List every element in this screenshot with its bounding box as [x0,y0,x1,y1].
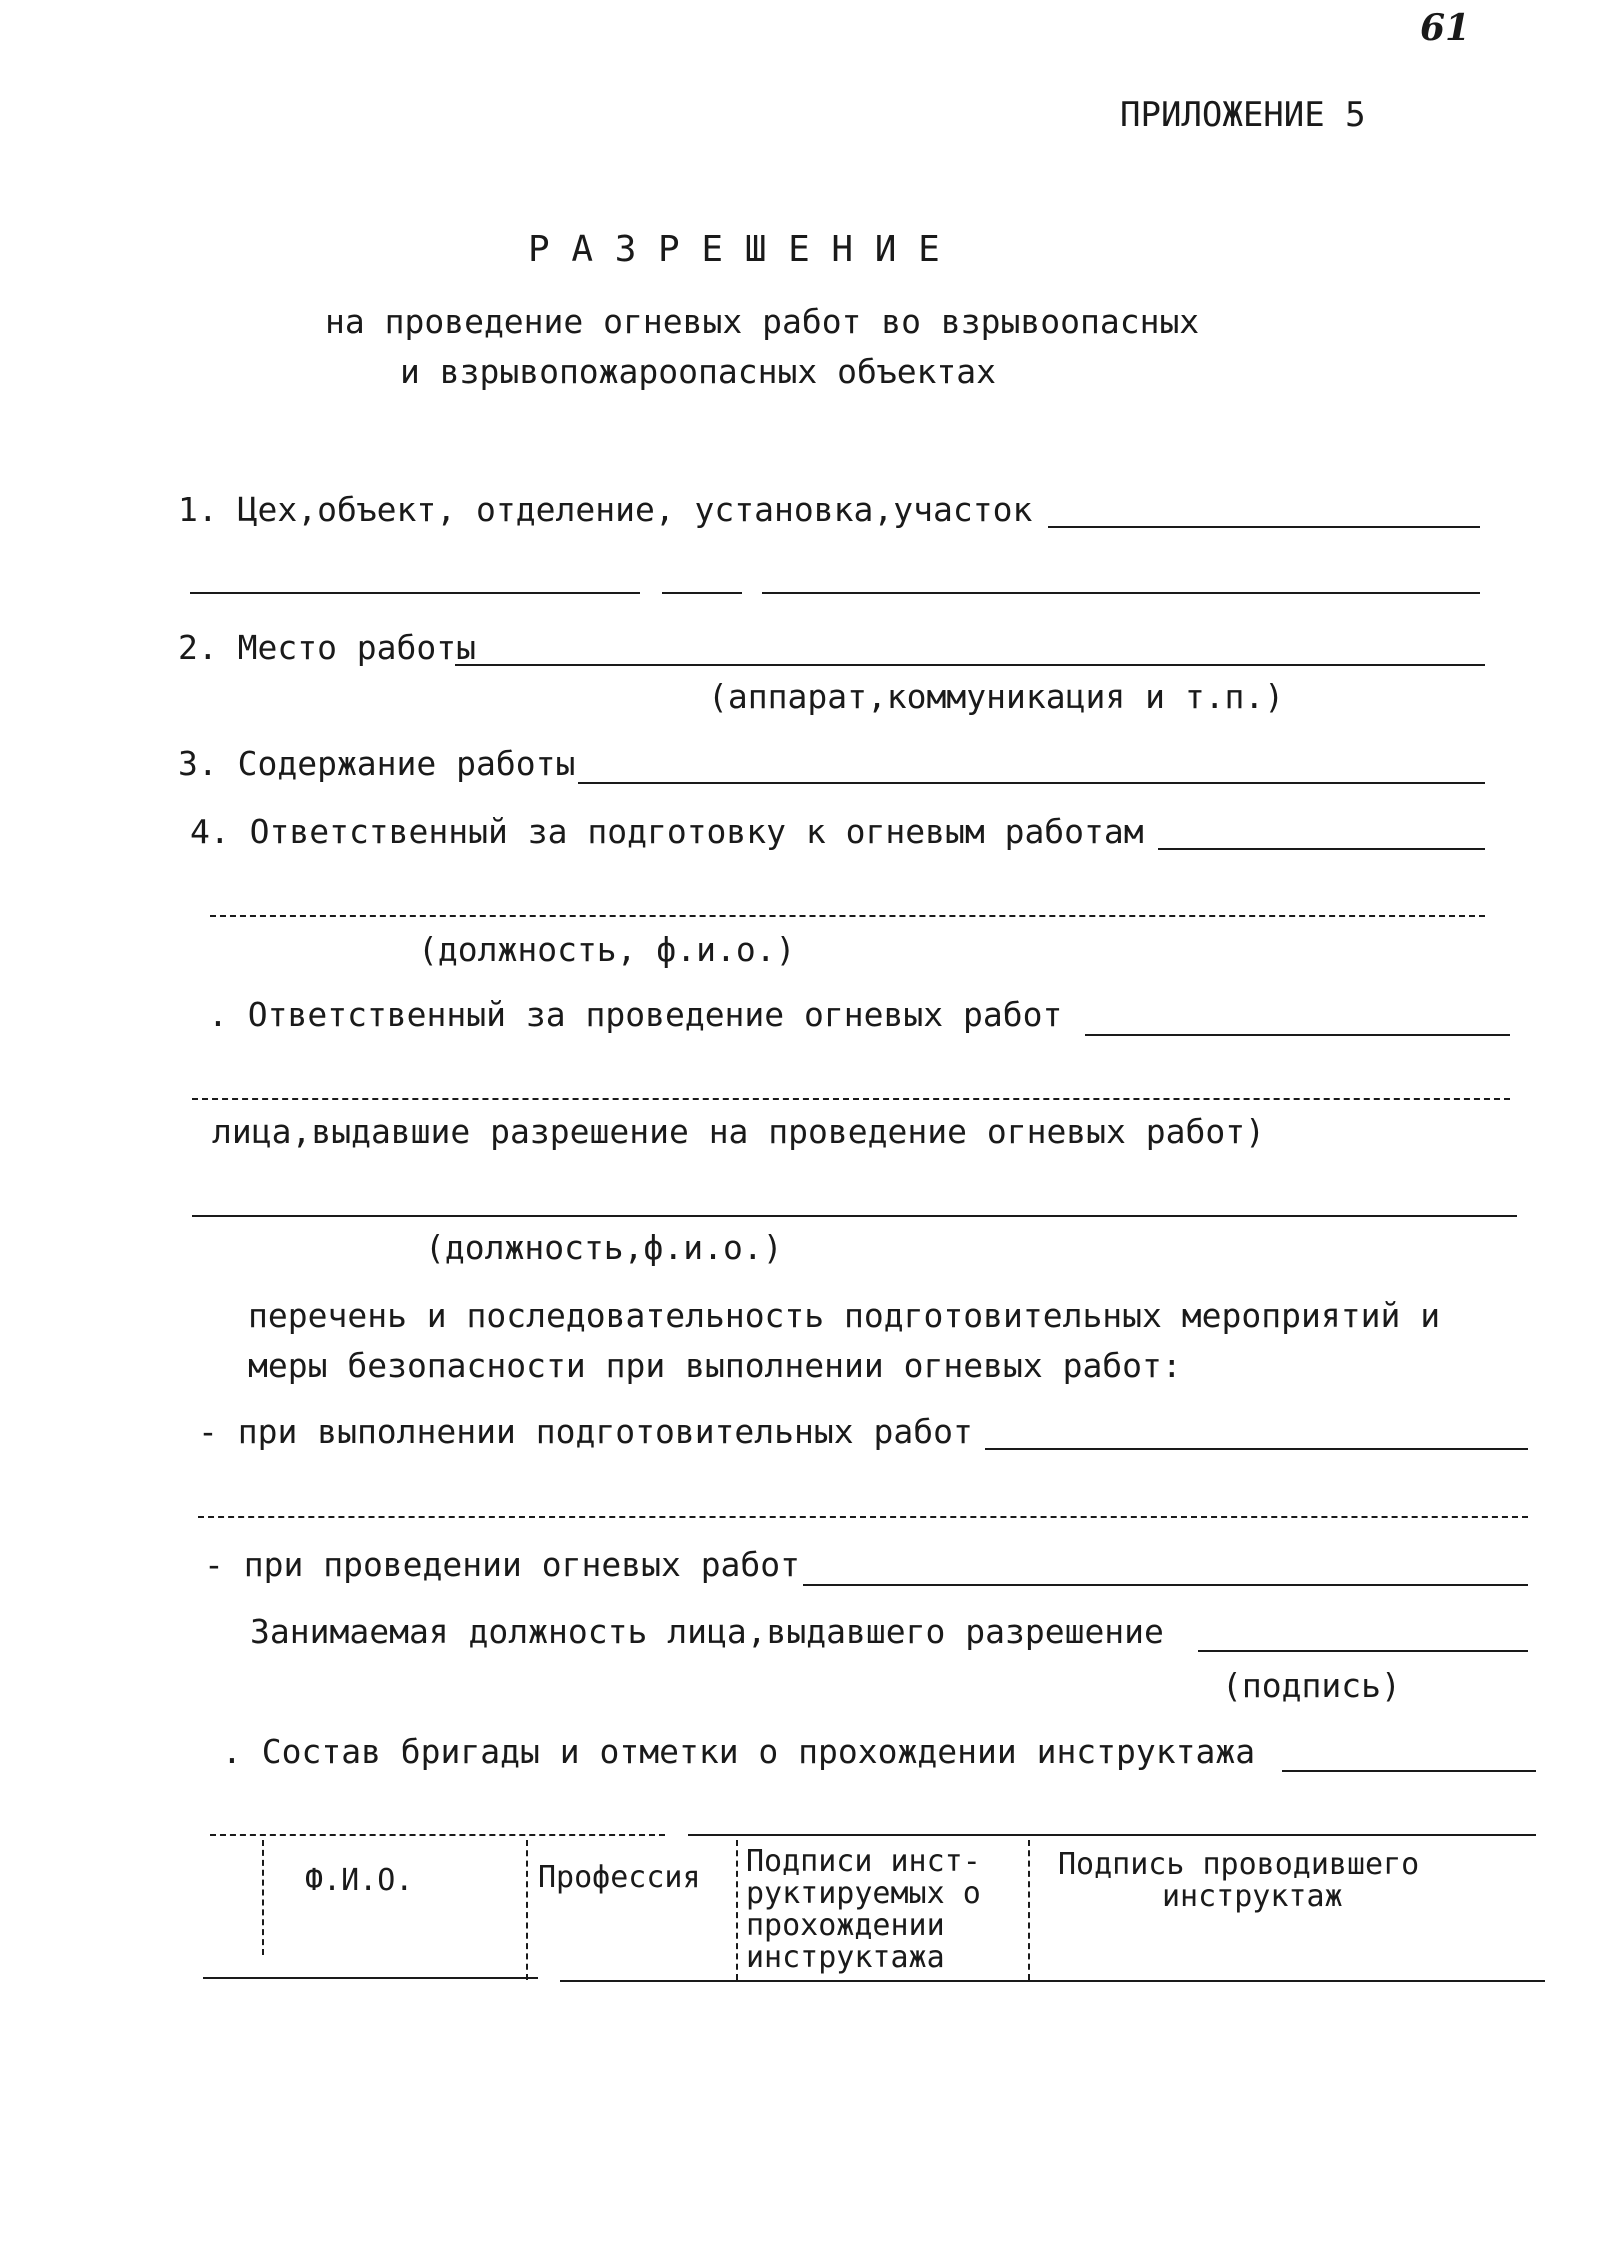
item-issuer-position-label: Занимаемая должность лица,выдавшего разрешение [250,1612,1164,1651]
item-work-responsible-label: . Ответственный за проведение огневых работ [208,995,1063,1034]
signature-hint: (подпись) [1222,1666,1401,1705]
table-col-divider-2 [736,1840,738,1980]
workshop-field-line-2b[interactable] [662,592,742,594]
workplace-hint: (аппарат,коммуникация и т.п.) [708,677,1285,716]
table-header-instructor-line-2: инструктаж [1162,1879,1343,1914]
item-workplace-label: 2. Место работы [178,628,477,667]
workshop-field-line-2c[interactable] [762,592,1480,594]
item-issuer-label: лица,выдавшие разрешение на проведение огневых работ) [212,1112,1265,1151]
item-measures-line-1: перечень и последовательность подготовительных мероприятий и [248,1296,1441,1335]
brigade-field-line[interactable] [1282,1770,1536,1772]
workshop-field-line-2a[interactable] [190,592,640,594]
workplace-field-line[interactable] [455,664,1485,666]
table-header-fio: Ф.И.О. [305,1863,414,1898]
table-col-divider-1 [526,1840,528,1980]
work-responsible-field-line-2[interactable] [192,1098,1510,1100]
measures-prep-label: - при выполнении подготовительных работ [198,1412,973,1451]
issuer-field-line[interactable] [192,1215,1517,1217]
subtitle-line-1: на проведение огневых работ во взрывоопасных [325,302,1200,341]
content-field-line[interactable] [578,782,1485,784]
item-brigade-label: . Состав бригады и отметки о прохождении инструктажа [222,1732,1256,1771]
measures-fire-field-line[interactable] [803,1584,1528,1586]
prep-responsible-hint: (должность, ф.и.о.) [418,930,796,969]
table-top-rule-right [688,1834,1536,1836]
prep-responsible-field-line-2[interactable] [210,915,1485,917]
table-bottom-rule-right [560,1980,1545,1982]
measures-fire-label: - при проведении огневых работ [204,1545,801,1584]
table-top-rule-left [210,1834,665,1836]
table-bottom-rule-left [203,1977,538,1979]
document-title: Р А З Р Е Ш Е Н И Е [528,229,940,270]
table-col-divider-3 [1028,1840,1030,1980]
table-header-signatures-line-1: Подписи инст- [746,1844,981,1879]
work-responsible-field-line[interactable] [1085,1034,1510,1036]
table-header-instructor-line-1: Подпись проводившего [1058,1847,1420,1882]
table-header-profession: Профессия [538,1860,701,1895]
table-col-divider-0 [262,1840,264,1955]
appendix-label: ПРИЛОЖЕНИЕ 5 [1120,95,1366,135]
issuer-position-field-line[interactable] [1198,1650,1528,1652]
table-header-signatures-line-4: инструктажа [746,1940,945,1975]
measures-prep-field-line-2[interactable] [198,1516,1528,1518]
page-number: 61 [1420,7,1471,49]
prep-responsible-field-line[interactable] [1158,848,1485,850]
subtitle-line-2: и взрывопожароопасных объектах [400,352,997,391]
measures-prep-field-line[interactable] [985,1448,1528,1450]
item-content-label: 3. Содержание работы [178,744,576,783]
table-header-signatures-line-2: руктируемых о [746,1876,981,1911]
table-header-signatures-line-3: прохождении [746,1908,945,1943]
item-workshop-label: 1. Цех,объект, отделение, установка,участок [178,490,1033,529]
item-measures-line-2: меры безопасности при выполнении огневых работ: [248,1346,1182,1385]
workshop-field-line[interactable] [1048,526,1480,528]
item-prep-responsible-label: 4. Ответственный за подготовку к огневым работам [190,812,1144,851]
issuer-hint: (должность,ф.и.о.) [425,1228,783,1267]
